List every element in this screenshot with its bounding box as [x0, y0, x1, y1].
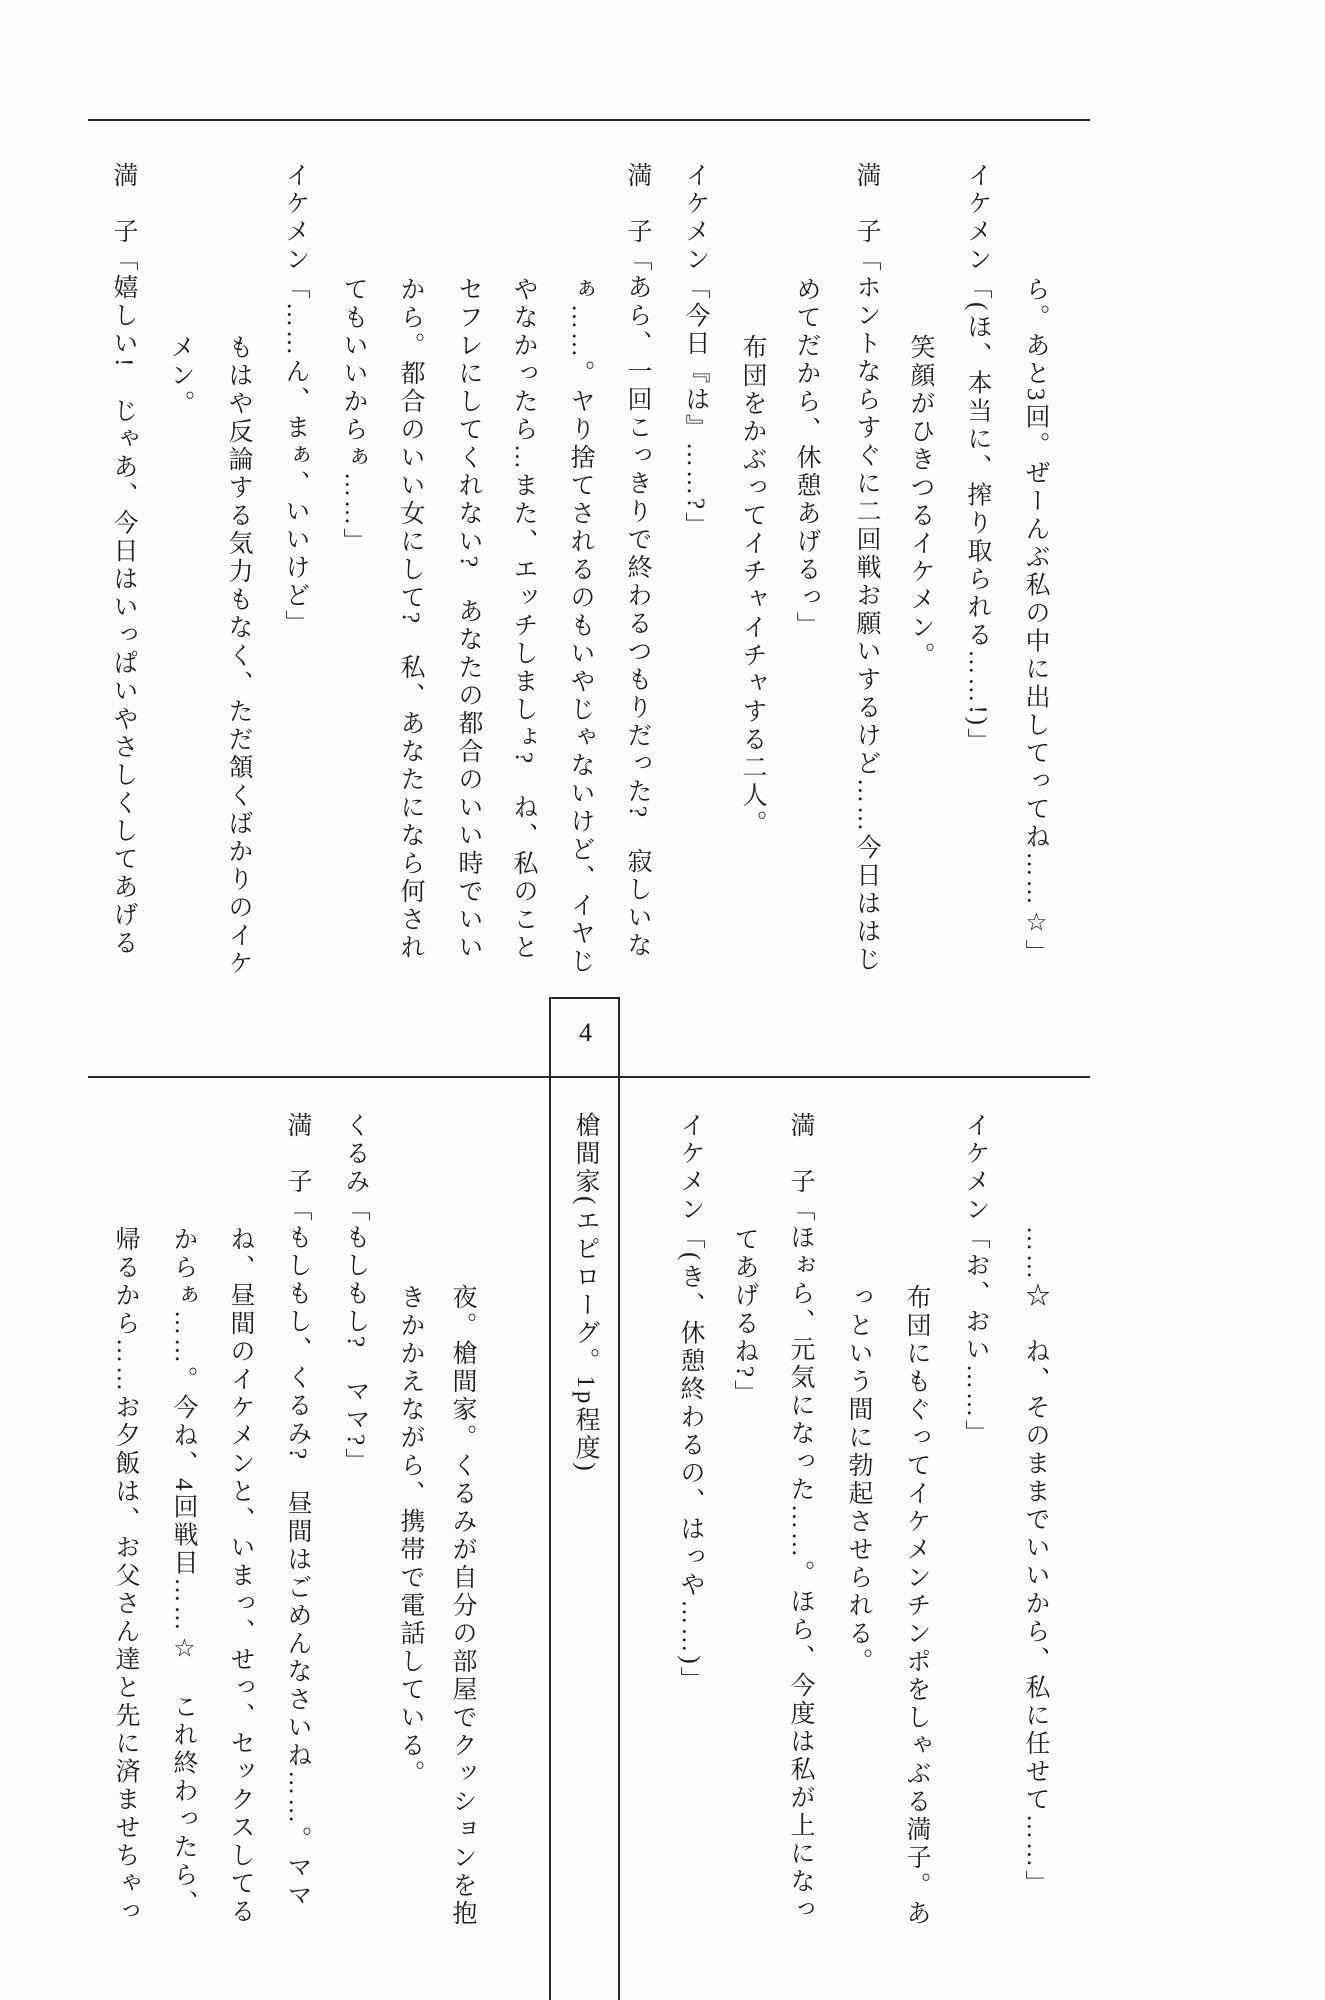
script-text-column: ら。あと3回。ぜーんぶ私の中に出してってね……☆」	[1022, 276, 1049, 968]
script-text-column: っという間に勃起させられる。	[845, 1284, 872, 1676]
script-text-column: 満 子「ほぉら、元気になった……。ほら、今度は私が上になっ	[787, 1112, 814, 1924]
script-text-column: メン。	[167, 334, 194, 418]
script-text-column: ね、昼間のイケメンと、いまっ、せっ、セックスしてる	[227, 1226, 254, 1926]
script-text-column: イケメン「……ん、まぁ、いいけど」	[282, 162, 309, 638]
script-text-column: やなかったら…また、エッチしましょ? ね、私のこと	[510, 276, 537, 963]
script-text-column: きかかえながら、携帯で電話している。	[397, 1284, 424, 1788]
script-text-column: イケメン「(き、休憩終わるの、はっや……)」	[677, 1112, 704, 1695]
top-rule	[88, 119, 1090, 121]
scene-heading: 槍間家(エピローグ。1p程度)	[572, 1112, 599, 1474]
script-text-column: めてだから、休憩あげるっ」	[793, 276, 820, 640]
script-text-column: くるみ「もしもし? ママ?」	[342, 1112, 369, 1477]
script-text-column: てもいいからぁ……」	[340, 276, 367, 556]
script-text-column: 笑顔がひきつるイケメン。	[907, 334, 934, 670]
script-text-column: 帰るから……お夕飯は、お父さん達と先に済ませちゃっ	[112, 1226, 139, 1926]
script-text-column: セフレにしてくれない? あなたの都合のいい時でいい	[455, 276, 482, 963]
script-text-column: 満 子「ホントならすぐに二回戦お願いするけど……今日ははじ	[853, 162, 880, 974]
script-text-column: 満 子「あら、一回こっきりで終わるつもりだった? 寂しいな	[624, 162, 651, 961]
script-text-column: 布団をかぶってイチャイチャする二人。	[739, 334, 766, 838]
script-text-column: 布団にもぐってイケメンチンポをしゃぶる満子。あ	[903, 1284, 930, 1928]
script-text-column: イケメン「(ほ、本当に、搾り取られる……!)」	[964, 162, 991, 756]
script-text-column: 夜。槍間家。くるみが自分の部屋でクッションを抱	[449, 1284, 476, 1928]
script-text-column: 満 子「もしもし、くるみ? 昼間はごめんなさいね……。ママ	[284, 1112, 311, 1911]
script-text-column: イケメン「今日『は』……?」	[682, 162, 709, 541]
script-text-column: から。都合のいい女にして? 私、あなたになら何され	[397, 276, 424, 963]
script-text-column: てあげるね?」	[731, 1226, 758, 1409]
script-text-column: からぁ……。今ね、4回戦目……☆ これ終わったら、	[170, 1226, 197, 1918]
page-number: 4	[579, 1018, 592, 1047]
script-text-column: もはや反論する気力もなく、ただ頷くばかりのイケ	[225, 334, 252, 978]
script-text-column: ぁ……。ヤり捨てされるのもいやじゃないけど、イヤじ	[567, 276, 594, 976]
script-text-column: イケメン「お、おい……」	[962, 1112, 989, 1448]
script-text-column: ……☆ ね、そのままでいいから、私に任せて……」	[1022, 1226, 1049, 1898]
script-text-column: 満 子「嬉しい! じゃあ、今日はいっぱいやさしくしてあげる	[110, 162, 137, 958]
